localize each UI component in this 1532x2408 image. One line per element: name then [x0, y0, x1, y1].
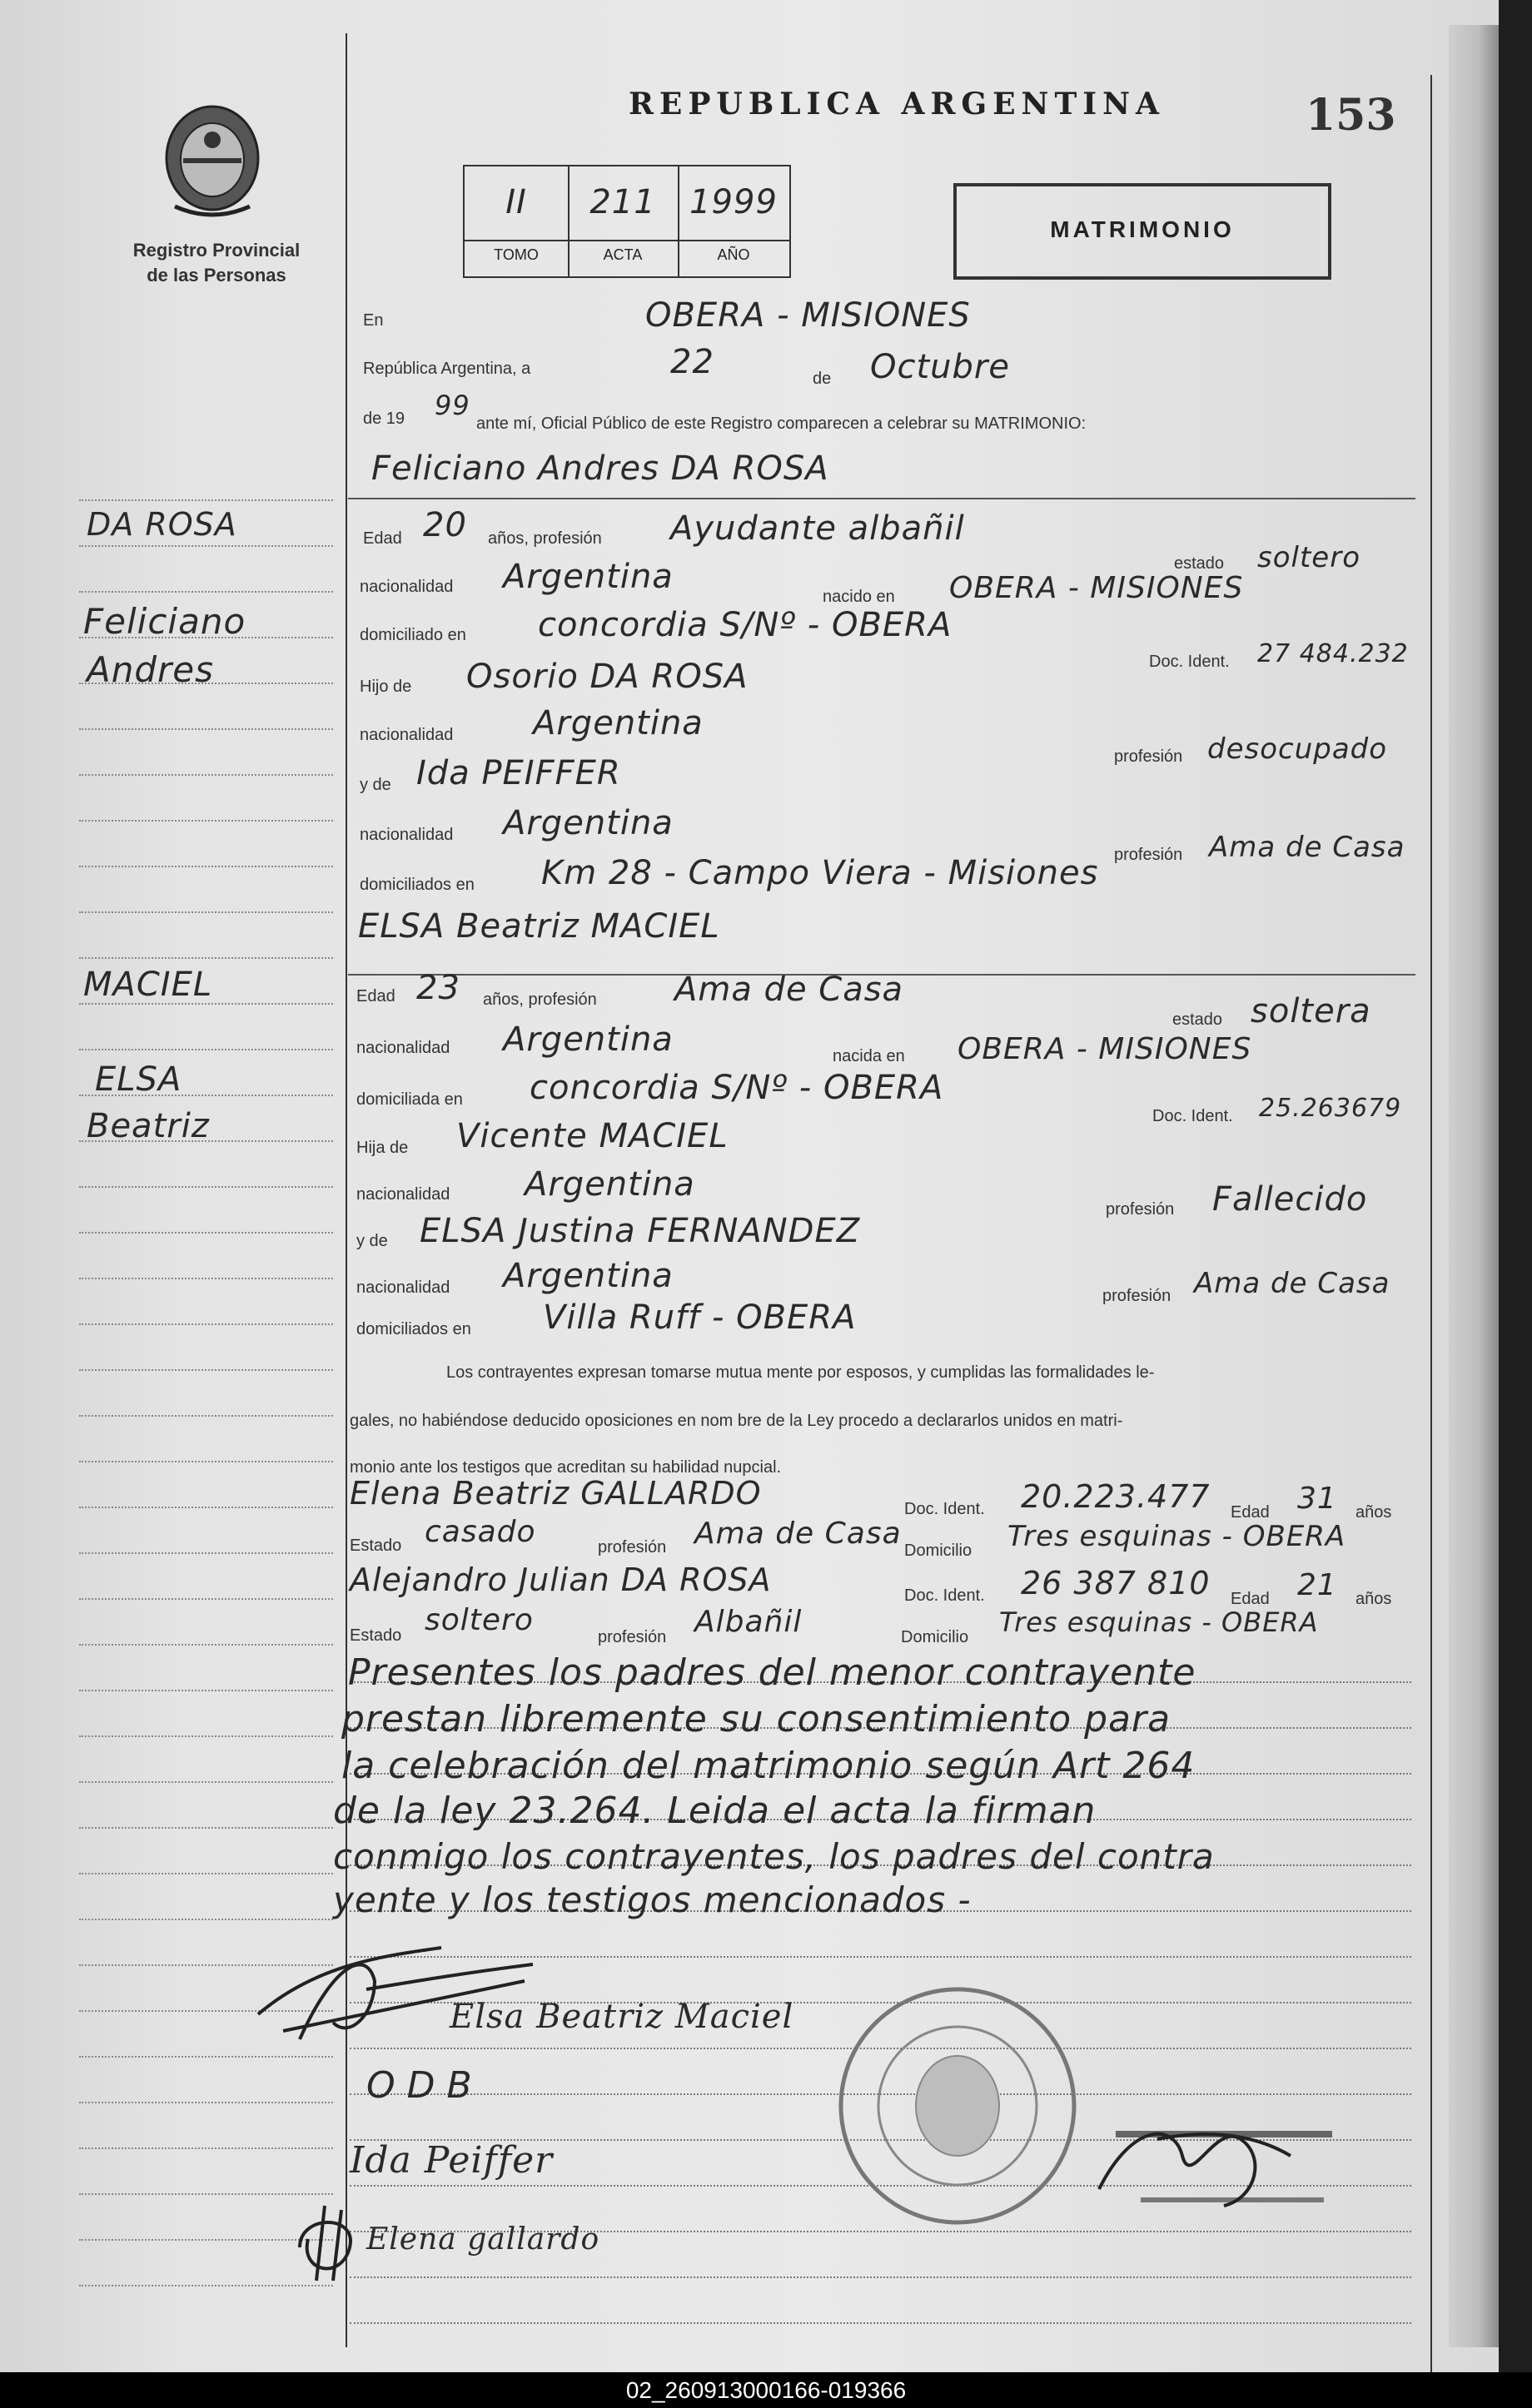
groom-domicile: concordia S/Nº - OBERA: [538, 606, 953, 644]
margin-ruled-line: [79, 866, 333, 867]
acta-label: ACTA: [603, 246, 643, 263]
bride-hija-label: Hija de: [356, 1139, 409, 1157]
groom-father-nationality: Argentina: [533, 704, 704, 742]
bride-father-nationality: Argentina: [525, 1165, 695, 1204]
bride-parents-domicile: Villa Ruff - OBERA: [543, 1298, 857, 1337]
bride-domicilio-label: domiciliada en: [356, 1090, 463, 1109]
bride-mother-nac-label: nacionalidad: [356, 1278, 450, 1297]
groom-hijo-label: Hijo de: [360, 678, 412, 696]
margin-ruled-line: [79, 1919, 333, 1920]
witness-signature: Elena gallardo: [366, 2222, 600, 2257]
witness1-domicilio-label: Domicilio: [904, 1542, 972, 1560]
declaration-line1: Los contrayentes expresan tomarse mutua mente por esposos, y cumplidas las formalidades le-: [446, 1363, 1155, 1382]
witness1-doc: 20.223.477: [1021, 1478, 1211, 1515]
groom-profession: Ayudante albañil: [670, 509, 965, 548]
groom-age: 20: [423, 506, 467, 544]
groom-father: Osorio DA ROSA: [466, 658, 749, 696]
groom-mother-nac-label: nacionalidad: [360, 826, 454, 844]
registry-name-line1: Registro Provincial: [132, 240, 301, 261]
margin-ruled-line: [79, 1186, 333, 1188]
margin-ruled-line: [79, 1369, 333, 1371]
groom-margin-given1: Feliciano: [83, 601, 246, 642]
margin-ruled-line: [79, 2102, 333, 2103]
coat-of-arms-emblem: [158, 98, 266, 223]
margin-ruled-line: [79, 1873, 333, 1874]
registry-stamp: [833, 1981, 1082, 2231]
margin-ruled-line: [79, 957, 333, 959]
folio-number: 153: [1306, 90, 1396, 141]
image-id-caption: 02_260913000166-019366: [0, 2372, 1532, 2408]
groom-doc-label: Doc. Ident.: [1149, 653, 1230, 671]
witness2-estado-label: Estado: [350, 1626, 402, 1645]
declaration-line2: gales, no habiéndose deducido oposiciones en nom bre de la Ley procedo a declararlos unidos en matri-: [350, 1412, 1123, 1430]
witness2-doc: 26 387 810: [1021, 1565, 1211, 1601]
witness1-name: Elena Beatriz GALLARDO: [350, 1475, 762, 1512]
witness1-domicile: Tres esquinas - OBERA: [1007, 1520, 1346, 1553]
bride-age: 23: [416, 969, 460, 1007]
margin-ruled-line: [79, 2193, 333, 2195]
bride-father-nac-label: nacionalidad: [356, 1185, 450, 1204]
bride-yde-label: y de: [356, 1232, 388, 1250]
place-value: OBERA - MISIONES: [645, 296, 971, 335]
anio-value: 1999: [689, 183, 778, 221]
note-line-3: la celebración del matrimonio según Art 264: [341, 1745, 1196, 1787]
bride-birthplace: OBERA - MISIONES: [958, 1032, 1252, 1066]
groom-nacionalidad-label: nacionalidad: [360, 578, 454, 596]
bride-signature: Elsa Beatriz Maciel: [450, 1998, 794, 2036]
groom-doc: 27 484.232: [1257, 639, 1409, 668]
anio-label: AÑO: [717, 246, 750, 263]
record-type: MATRIMONIO: [1050, 216, 1235, 242]
margin-ruled-line: [79, 1827, 333, 1829]
father-mark: ODB: [366, 2064, 484, 2107]
margin-ruled-line: [79, 820, 333, 822]
bride-estado-label: estado: [1172, 1010, 1223, 1029]
bride-profession: Ama de Casa: [674, 971, 904, 1009]
bride-mother-profession: Ama de Casa: [1194, 1267, 1390, 1300]
official-seal-signature: [1082, 2106, 1357, 2222]
bride-doc-label: Doc. Ident.: [1152, 1107, 1233, 1125]
record-index-box: [463, 165, 791, 278]
bride-margin-given1: ELSA: [95, 1060, 182, 1099]
de-label: de: [813, 370, 832, 388]
margin-ruled-line: [79, 1232, 333, 1234]
bride-mother: ELSA Justina FERNANDEZ: [420, 1212, 861, 1250]
ruled-line: [350, 2276, 1411, 2278]
margin-ruled-line: [79, 545, 333, 547]
tomo-value: II: [505, 183, 527, 221]
tomo-label: TOMO: [494, 246, 539, 263]
margin-ruled-line: [79, 1049, 333, 1050]
right-rule: [1430, 75, 1432, 2389]
official-signature: [250, 1931, 550, 2056]
margin-ruled-line: [79, 728, 333, 730]
registry-name-line2: de las Personas: [147, 265, 286, 285]
groom-parents-domicile: Km 28 - Campo Viera - Misiones: [541, 854, 1099, 892]
margin-ruled-line: [79, 911, 333, 913]
groom-yde-label: y de: [360, 776, 391, 794]
bride-full-name: ELSA Beatriz MACIEL: [358, 907, 720, 946]
bride-margin-given2: Beatriz: [87, 1107, 210, 1145]
margin-ruled-line: [79, 1690, 333, 1691]
margin-ruled-line: [79, 1415, 333, 1417]
margin-ruled-line: [79, 1507, 333, 1508]
witness2-anos-label: años: [1355, 1590, 1392, 1608]
witness1-doc-label: Doc. Ident.: [904, 1500, 985, 1518]
groom-mother: Ida PEIFFER: [416, 754, 621, 792]
margin-ruled-line: [79, 499, 333, 501]
margin-ruled-line: [79, 591, 333, 593]
witness2-doc-label: Doc. Ident.: [904, 1586, 985, 1605]
page-edge: [1449, 25, 1499, 2347]
witness1-edad-label: Edad: [1231, 1503, 1270, 1522]
margin-ruled-line: [79, 2147, 333, 2149]
groom-margin-given2: Andres: [87, 649, 214, 690]
groom-estado: soltero: [1257, 541, 1360, 574]
groom-father-nac-label: nacionalidad: [360, 726, 454, 744]
acta-value: 211: [589, 183, 656, 221]
bride-estado: soltera: [1251, 992, 1371, 1030]
groom-nacido-label: nacido en: [823, 588, 895, 606]
margin-ruled-line: [79, 1644, 333, 1646]
witness2-edad-label: Edad: [1231, 1590, 1270, 1608]
groom-father-profesion-label: profesión: [1114, 747, 1183, 766]
groom-mother-profession: Ama de Casa: [1209, 831, 1405, 864]
witness2-name: Alejandro Julian DA ROSA: [350, 1561, 772, 1598]
bride-edad-label: Edad: [356, 987, 395, 1005]
groom-estado-label: estado: [1174, 554, 1225, 573]
margin-ruled-line: [79, 1735, 333, 1737]
groom-margin-surname: DA ROSA: [87, 506, 237, 543]
groom-mother-nationality: Argentina: [503, 804, 674, 842]
margin-ruled-line: [79, 774, 333, 776]
groom-father-profession: desocupado: [1207, 732, 1388, 766]
republica-label: República Argentina, a: [363, 360, 531, 378]
witness1-age: 31: [1297, 1482, 1337, 1516]
witness1-estado-label: Estado: [350, 1537, 402, 1555]
mother-signature: Ida Peiffer: [350, 2139, 554, 2182]
en-label: En: [363, 311, 384, 330]
note-line-5: conmigo los contrayentes, los padres del contra: [333, 1836, 1215, 1877]
witness1-profession: Ama de Casa: [694, 1517, 902, 1551]
bride-doc: 25.263679: [1259, 1094, 1402, 1123]
record-type-box: [953, 183, 1331, 280]
bride-nacionalidad-label: nacionalidad: [356, 1039, 450, 1057]
witness2-profession: Albañil: [694, 1605, 803, 1639]
groom-birthplace: OBERA - MISIONES: [949, 571, 1244, 605]
groom-full-name: Feliciano Andres DA ROSA: [371, 449, 829, 488]
groom-nationality: Argentina: [503, 558, 674, 596]
country-title: REPUBLICA ARGENTINA: [629, 87, 1165, 122]
bride-margin-surname: MACIEL: [83, 966, 213, 1004]
intro-statement: ante mí, Oficial Público de este Registro comparecen a celebrar su MATRIMONIO:: [476, 415, 1087, 433]
witness2-domicilio-label: Domicilio: [901, 1628, 969, 1646]
note-line-2: prestan libremente su consentimiento para: [341, 1698, 1171, 1740]
year-prefix: de 19: [363, 410, 405, 428]
margin-ruled-line: [79, 2056, 333, 2058]
margin-ruled-line: [79, 1323, 333, 1325]
groom-mother-profesion-label: profesión: [1114, 846, 1183, 864]
ruled-line: [350, 2322, 1411, 2324]
margin-ruled-line: [79, 1598, 333, 1600]
groom-edad-label: Edad: [363, 529, 402, 548]
note-line-6: yente y los testigos mencionados -: [333, 1879, 972, 1920]
witness2-estado: soltero: [425, 1603, 534, 1637]
witness1-profesion-label: profesión: [598, 1538, 667, 1557]
witness1-anos-label: años: [1355, 1503, 1392, 1522]
note-line-4: de la ley 23.264. Leida el acta la firman: [333, 1790, 1097, 1832]
bride-nacida-label: nacida en: [833, 1047, 905, 1065]
bride-domiciliados-label: domiciliados en: [356, 1320, 471, 1338]
bride-father-profesion-label: profesión: [1106, 1200, 1175, 1219]
witness2-age: 21: [1297, 1568, 1337, 1602]
month-value: Octubre: [870, 348, 1010, 386]
witness1-estado: casado: [425, 1515, 536, 1549]
groom-profesion-label: años, profesión: [488, 529, 602, 548]
witness2-profesion-label: profesión: [598, 1628, 667, 1646]
bride-father: Vicente MACIEL: [456, 1117, 729, 1155]
bride-mother-nationality: Argentina: [503, 1257, 674, 1295]
bride-profesion-label: años, profesión: [483, 991, 597, 1009]
groom-divider: [348, 498, 1415, 499]
witness2-domicile: Tres esquinas - OBERA: [999, 1606, 1319, 1638]
groom-domiciliados-label: domiciliados en: [360, 876, 475, 894]
day-value: 22: [670, 343, 714, 381]
margin-ruled-line: [79, 1552, 333, 1554]
margin-ruled-line: [79, 1461, 333, 1462]
bride-domicile: concordia S/Nº - OBERA: [530, 1069, 944, 1107]
year-suffix: 99: [435, 390, 470, 421]
bride-nationality: Argentina: [503, 1020, 674, 1059]
note-line-1: Presentes los padres del menor contrayente: [348, 1651, 1196, 1694]
declaration-line3: monio ante los testigos que acreditan su habilidad nupcial.: [350, 1458, 782, 1477]
margin-ruled-line: [79, 1781, 333, 1783]
witness-scribble: [283, 2197, 383, 2289]
bride-father-profession: Fallecido: [1212, 1180, 1368, 1219]
bride-mother-profesion-label: profesión: [1102, 1287, 1171, 1305]
margin-ruled-line: [79, 1278, 333, 1279]
groom-domicilio-label: domiciliado en: [360, 626, 466, 644]
